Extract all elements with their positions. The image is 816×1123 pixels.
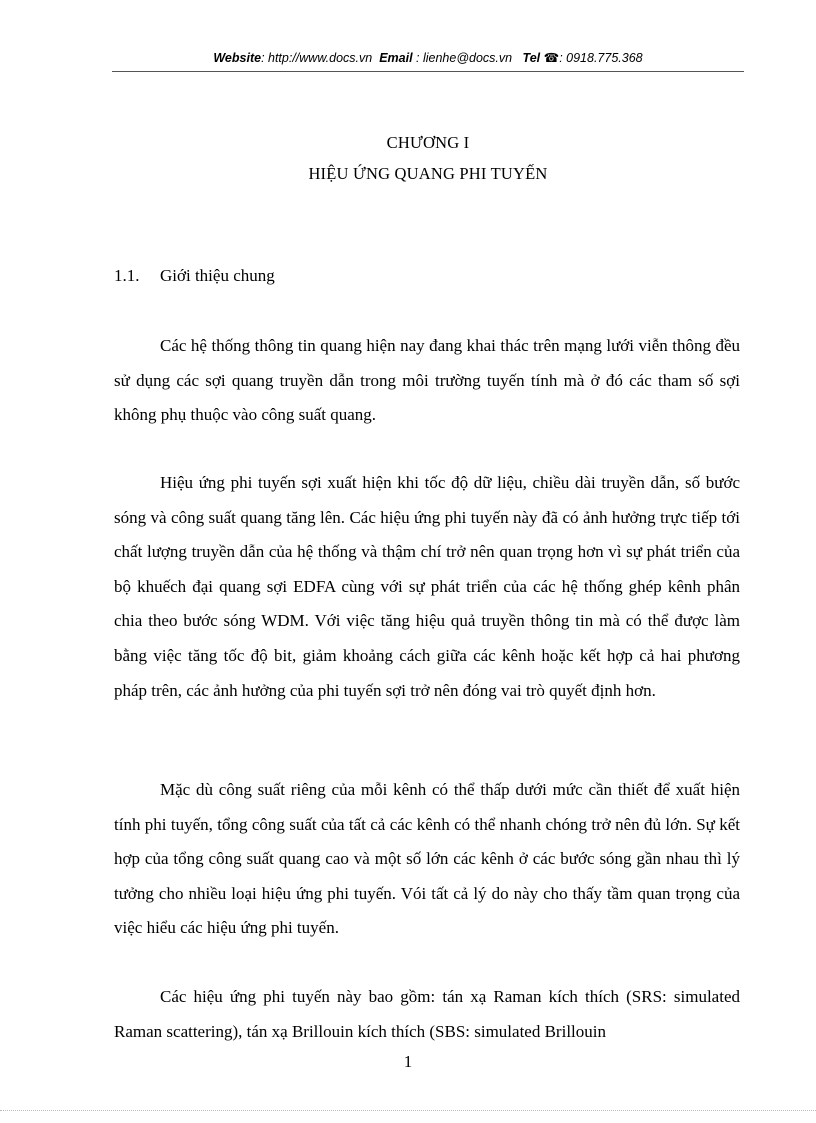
email-label: Email bbox=[379, 51, 413, 65]
website-label: Website bbox=[213, 51, 262, 65]
section-number: 1.1. bbox=[114, 266, 140, 285]
phone-icon: ☎ bbox=[543, 51, 560, 65]
tel-value: : 0918.775.368 bbox=[559, 51, 643, 65]
tel-label: Tel bbox=[522, 51, 541, 65]
paragraph-4: Các hiệu ứng phi tuyến này bao gồm: tán xạ Raman kích thích (SRS: simulated Raman scattering), tán xạ Brillouin kích thích (SBS: simulated Brillouin bbox=[114, 987, 740, 1041]
page-header bbox=[112, 50, 744, 65]
chapter-number: CHƯƠNG I bbox=[386, 133, 470, 152]
section-heading bbox=[114, 266, 275, 286]
page-number: 1 bbox=[403, 1052, 413, 1071]
page-bottom-border bbox=[0, 1110, 816, 1111]
email-value: : lienhe@docs.vn bbox=[416, 51, 513, 65]
website-value: : http://www.docs.vn bbox=[261, 51, 373, 65]
section-title: Giới thiệu chung bbox=[160, 266, 275, 285]
paragraph-2: Hiệu ứng phi tuyến sợi xuất hiện khi tốc độ dữ liệu, chiều dài truyền dẫn, số bước sóng và công suất quang tăng lên. Các hiệu ứng phi tuyến này đã có ảnh hưởng trực tiếp tới chất lượng truyền dẫn của hệ thống và thậm chí trở nên quan trọng hơn vì sự phát triển của bộ khuếch đại quang sợi EDFA cùng với sự phát triển của các hệ thống ghép kênh phân chia theo bước sóng WDM. Với việc tăng hiệu quả truyền thông tin mà có thể được làm bằng việc tăng tốc độ bit, giảm khoảng cách giữa các kênh hoặc kết hợp cả hai phương pháp trên, các ảnh hưởng của phi tuyến sợi trở nên đóng vai trò quyết định hơn. bbox=[114, 473, 740, 700]
paragraph-1: Các hệ thống thông tin quang hiện nay đang khai thác trên mạng lưới viễn thông đều sử dụng các sợi quang truyền dẫn trong môi trường tuyến tính mà ở đó các tham số sợi không phụ thuộc vào công suất quang. bbox=[114, 336, 740, 425]
header-divider bbox=[112, 71, 744, 72]
chapter-title: HIỆU ỨNG QUANG PHI TUYẾN bbox=[308, 164, 548, 183]
paragraph-3: Mặc dù công suất riêng của mỗi kênh có thể thấp dưới mức cần thiết để xuất hiện tính phi tuyến, tổng công suất của tất cả các kênh có thể nhanh chóng trở nên đủ lớn. Sự kết hợp của tổng công suất quang cao và một số lớn các kênh ở các bước sóng gần nhau thì lý tưởng cho nhiều loại hiệu ứng phi tuyến. Vói tất cả lý do này cho thấy tầm quan trọng của việc hiểu các hiệu ứng phi tuyến. bbox=[114, 780, 740, 938]
